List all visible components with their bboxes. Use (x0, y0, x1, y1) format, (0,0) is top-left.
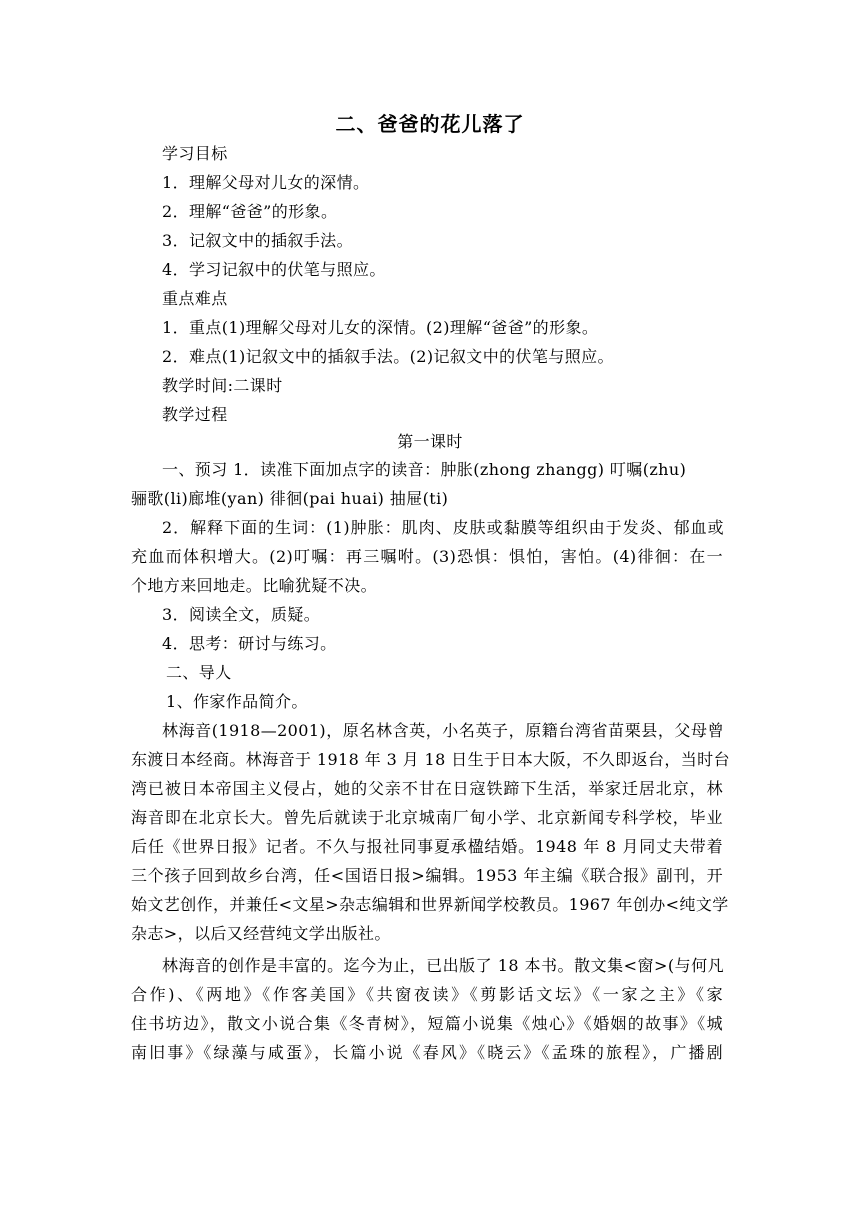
vocab-line-1: 2．解释下面的生词：(1)肿胀：肌肉、皮肤或黏膜等组织由于发炎、郁血或 (162, 518, 724, 537)
objective-item-3: 3．记叙文中的插叙手法。 (162, 231, 353, 250)
teaching-time: 教学时间:二课时 (162, 376, 283, 395)
objective-item-1: 1．理解父母对儿女的深情。 (162, 173, 370, 192)
section-heading-key-points: 重点难点 (162, 289, 228, 308)
section-heading-process: 教学过程 (162, 405, 228, 424)
lesson-heading: 第一课时 (397, 432, 463, 451)
preview-item-4: 4．思考：研讨与练习。 (162, 634, 337, 653)
vocab-line-2: 充血而体积增大。(2)叮嘱：再三嘱咐。(3)恐惧：惧怕，害怕。(4)徘徊：在一 (131, 547, 723, 566)
bio-line-7: 始文艺创作，并兼任<文星>杂志编辑和世界新闻学校教员。1967 年创办<纯文学 (131, 895, 729, 914)
works-line-4: 南旧事》《绿藻与咸蛋》，长篇小说《春风》《晓云》《孟珠的旅程》，广播剧 (131, 1043, 723, 1062)
bio-line-1: 林海音(1918—2001)，原名林含英，小名英子，原籍台湾省苗栗县，父母曾 (162, 721, 724, 740)
works-line-2: 合作)、《两地》《作客美国》《共窗夜读》《剪影话文坛》《一家之主》《家 (131, 985, 723, 1004)
works-line-3: 住书坊边》，散文小说合集《冬青树》，短篇小说集《烛心》《婚姻的故事》《城 (131, 1014, 723, 1033)
works-line-1: 林海音的创作是丰富的。迄今为止，已出版了 18 本书。散文集<窗>(与何凡 (162, 956, 724, 975)
preview-line-2: 骊歌(li)廊堆(yan) 徘徊(pai huai) 抽屉(ti) (131, 489, 449, 508)
key-point-item-2: 2．难点(1)记叙文中的插叙手法。(2)记叙文中的伏笔与照应。 (162, 347, 614, 366)
key-point-item-1: 1．重点(1)理解父母对儿女的深情。(2)理解“爸爸”的形象。 (162, 318, 599, 337)
bio-line-4: 海音即在北京长大。曾先后就读于北京城南厂甸小学、北京新闻专科学校，毕业 (131, 808, 723, 827)
preview-line-1: 一、预习 1．读准下面加点字的读音：肿胀(zhong zhangg) 叮嘱(zhu) (162, 460, 687, 479)
bio-line-8: 杂志>，以后又经营纯文学出版社。 (131, 924, 391, 943)
bio-line-5: 后任《世界日报》记者。不久与报社同事夏承楹结婚。1948 年 8 月同丈夫带着 (131, 837, 723, 856)
document-title: 二、爸爸的花儿落了 (335, 112, 525, 136)
objective-item-4: 4．学习记叙中的伏笔与照应。 (162, 260, 386, 279)
bio-line-6: 三个孩子回到故乡台湾，任<国语日报>编辑。1953 年主编《联合报》副刊，开 (131, 866, 723, 885)
bio-line-2: 东渡日本经商。林海音于 1918 年 3 月 18 日生于日本大阪，不久即返台，当时台 (131, 750, 730, 769)
vocab-line-3: 个地方来回地走。比喻犹疑不决。 (131, 576, 378, 595)
bio-line-3: 湾已被日本帝国主义侵占，她的父亲不甘在日寇铁蹄下生活，举家迁居北京，林 (131, 779, 723, 798)
subheading-author: 1、作家作品简介。 (166, 692, 308, 711)
objective-item-2: 2．理解“爸爸”的形象。 (162, 202, 338, 221)
section-heading-intro: 二、导人 (166, 663, 232, 682)
section-heading-objectives: 学习目标 (162, 144, 228, 163)
preview-item-3: 3．阅读全文，质疑。 (162, 605, 321, 624)
